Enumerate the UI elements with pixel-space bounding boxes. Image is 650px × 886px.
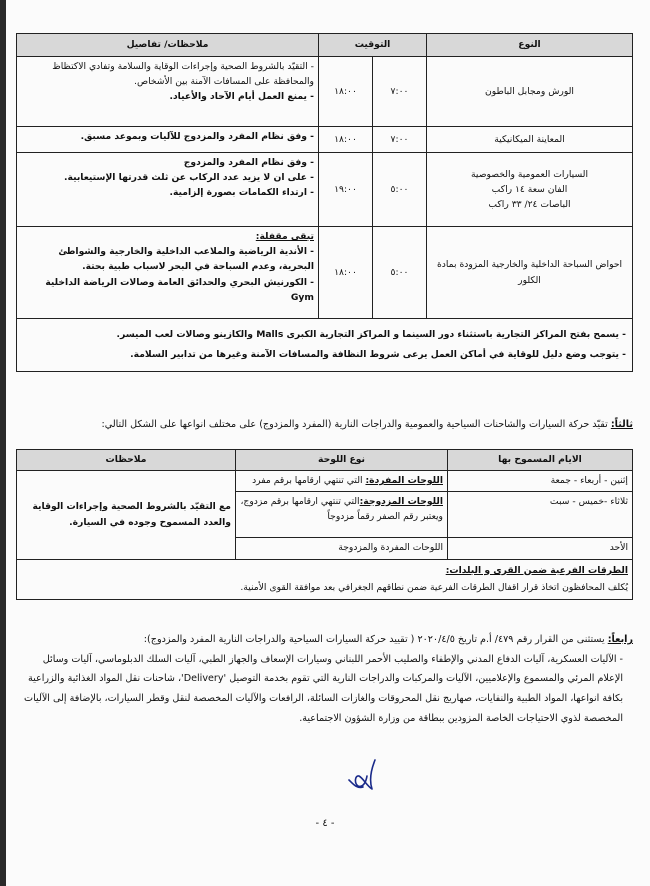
plate-cell: اللوحات المفردة: التي تنتهي ارقامها برقم مفرد <box>236 471 448 492</box>
type-cell: المعاينة الميكانيكية <box>427 127 633 153</box>
section-label: رابعاً: <box>607 634 633 645</box>
type-cell: الورش ومجابل الباطون <box>427 57 633 127</box>
signature <box>345 756 385 794</box>
table-row <box>17 227 633 319</box>
note-line: - وفق نظام المفرد والمزدوج <box>183 157 314 168</box>
section-label: ثالثاً: <box>610 419 633 430</box>
type-line: السيارات العمومية والخصوصية <box>471 168 588 180</box>
note-line: - يمنع العمل أيام الآحاد والأعياد. <box>169 91 314 103</box>
days-cell: ثلاثاء -خميس - سبت <box>448 491 633 537</box>
plates-notes-cell: مع التقيّد بالشروط الصحية وإجراءات الوقاية والعدد المسموح وجوده في السيارة. <box>17 471 236 560</box>
time-from: ٧:٠٠ <box>373 57 427 127</box>
time-to: ١٨:٠٠ <box>319 227 373 319</box>
sub-roads-title: الطرقات الفرعية ضمن القرى و البلدات: <box>445 564 628 576</box>
footer-line: - يسمح بفتح المراكز التجارية باستثناء دور السينما و المراكز التجارية الكبرى Malls والكازينو وصالات لعب الميسر. <box>116 329 626 340</box>
col-notes-header: ملاحظات/ تفاصيل <box>17 34 319 57</box>
time-to: ١٨:٠٠ <box>319 127 373 153</box>
table-row <box>17 471 633 492</box>
col-type-header: النوع <box>427 34 633 57</box>
col-timing-header: التوقيت <box>319 34 427 57</box>
table-row <box>17 127 633 153</box>
section-3 <box>18 416 633 434</box>
col-plate-header: نوع اللوحة <box>236 450 448 471</box>
time-from: ٥:٠٠ <box>373 153 427 227</box>
sub-roads-cell <box>17 559 633 599</box>
table-footer-row <box>17 319 633 372</box>
plates-table <box>16 449 633 600</box>
note-line: - الأندية الرياضية والملاعب الداخلية والخارجية والشواطئ البحرية، وعدم السباحة في البحر لاسباب طبية بحتة. <box>58 246 314 273</box>
col-days-header: الايام المسموح بها <box>448 450 633 471</box>
days-cell: الأحد <box>448 537 633 559</box>
note-line: - الكورنيش البحري والحدائق العامة وصالات الرياضة الداخلية Gym <box>45 276 314 303</box>
type-cell: احواض السباحة الداخلية والخارجية المزودة بمادة الكلور <box>427 227 633 319</box>
table-row <box>17 153 633 227</box>
closed-label: تبقى مقفلة: <box>255 231 314 242</box>
note-line: - ارتداء الكمامات بصورة إلزامية. <box>169 187 314 199</box>
table-row <box>17 57 633 127</box>
days-cell: إثنين - أربعاء - جمعة <box>448 471 633 492</box>
notes-cell <box>17 153 319 227</box>
time-to: ١٩:٠٠ <box>319 153 373 227</box>
section-body: - الآليات العسكرية، آليات الدفاع المدني والإطفاء والصليب الأحمر اللبناني وسيارات الإسعاف والجهاز الطبي، آليات السلك الدبلوماسي، آليات وسائل الإعلام المرئي والمسموع والإعلاميين، الآليات والمركبات والدراجات النارية التي تقوم بخدمة التوصيل 'Delivery'، شاحنات نقل المواد الغذائية والزراعية بكافة انواعها، المواد الطبية والنفايات، صهاريج نقل المحروقات والغازات السائلة، الرافعات والآليات المخصصة لنقل وقطر السيارات، بالإضافة إلى الآليات المخصصة لذوي الاحتياجات الخاصة المزودين ببطاقة من وزارة الشؤون الاجتماعية. <box>24 653 623 724</box>
section-text: يستثنى من القرار رقم ٤٧٩/ أ.م تاريخ ٢٠٢٠/٤/٥ ( تقييد حركة السيارات السياحية والدراجات النارية المفرد والمزدوج): <box>143 634 605 645</box>
footer-cell <box>17 319 633 372</box>
plate-cell: اللوحات المزدوجة:التي تنتهي ارقامها برقم مزدوج، ويعتبر رقم الصفر رقماً مزدوجاً <box>236 491 448 537</box>
plate-cell: اللوحات المفردة والمزدوجة <box>236 537 448 559</box>
time-from: ٥:٠٠ <box>373 227 427 319</box>
table-row <box>17 559 633 599</box>
notes-cell <box>17 57 319 127</box>
activities-table <box>16 33 633 372</box>
section-text: تقيّد حركة السيارات والشاحنات السياحية والعمومية والدراجات النارية (المفرد والمزدوج) على مختلف انواعها على الشكل التالي: <box>101 419 608 430</box>
col-notes-header: ملاحظات <box>17 450 236 471</box>
notes-cell <box>17 127 319 153</box>
note-line: - على ان لا يزيد عدد الركاب عن ثلث قدرتها الإستيعابية. <box>64 172 314 184</box>
type-line: الباصات ٢٤/ ٣٣ راكب <box>488 199 571 211</box>
page-number: - ٤ - <box>315 818 335 829</box>
scan-edge <box>0 0 6 886</box>
sub-roads-text: يُكلف المحافظون اتخاذ قرار اقفال الطرقات الفرعية ضمن نطاقهم الجغرافي بعد موافقة القوى الأمنية. <box>240 582 628 594</box>
note-line: - التقيّد بالشروط الصحية وإجراءات الوقاية والسلامة وتفادي الاكتظاظ والمحافظة على المسافات الآمنة بين الأشخاص. <box>52 61 314 88</box>
section-4 <box>18 630 633 728</box>
time-from: ٧:٠٠ <box>373 127 427 153</box>
type-cell <box>427 153 633 227</box>
notes-cell <box>17 227 319 319</box>
time-to: ١٨:٠٠ <box>319 57 373 127</box>
type-line: الفان سعة ١٤ راكب <box>491 183 568 195</box>
note-line: - وفق نظام المفرد والمزدوج للآليات وبموعد مسبق. <box>80 131 314 142</box>
footer-line: - يتوجب وضع دليل للوقاية في أماكن العمل يرعى شروط النظافة والمسافات الآمنة وغيرها من تدابير السلامة. <box>130 349 626 361</box>
